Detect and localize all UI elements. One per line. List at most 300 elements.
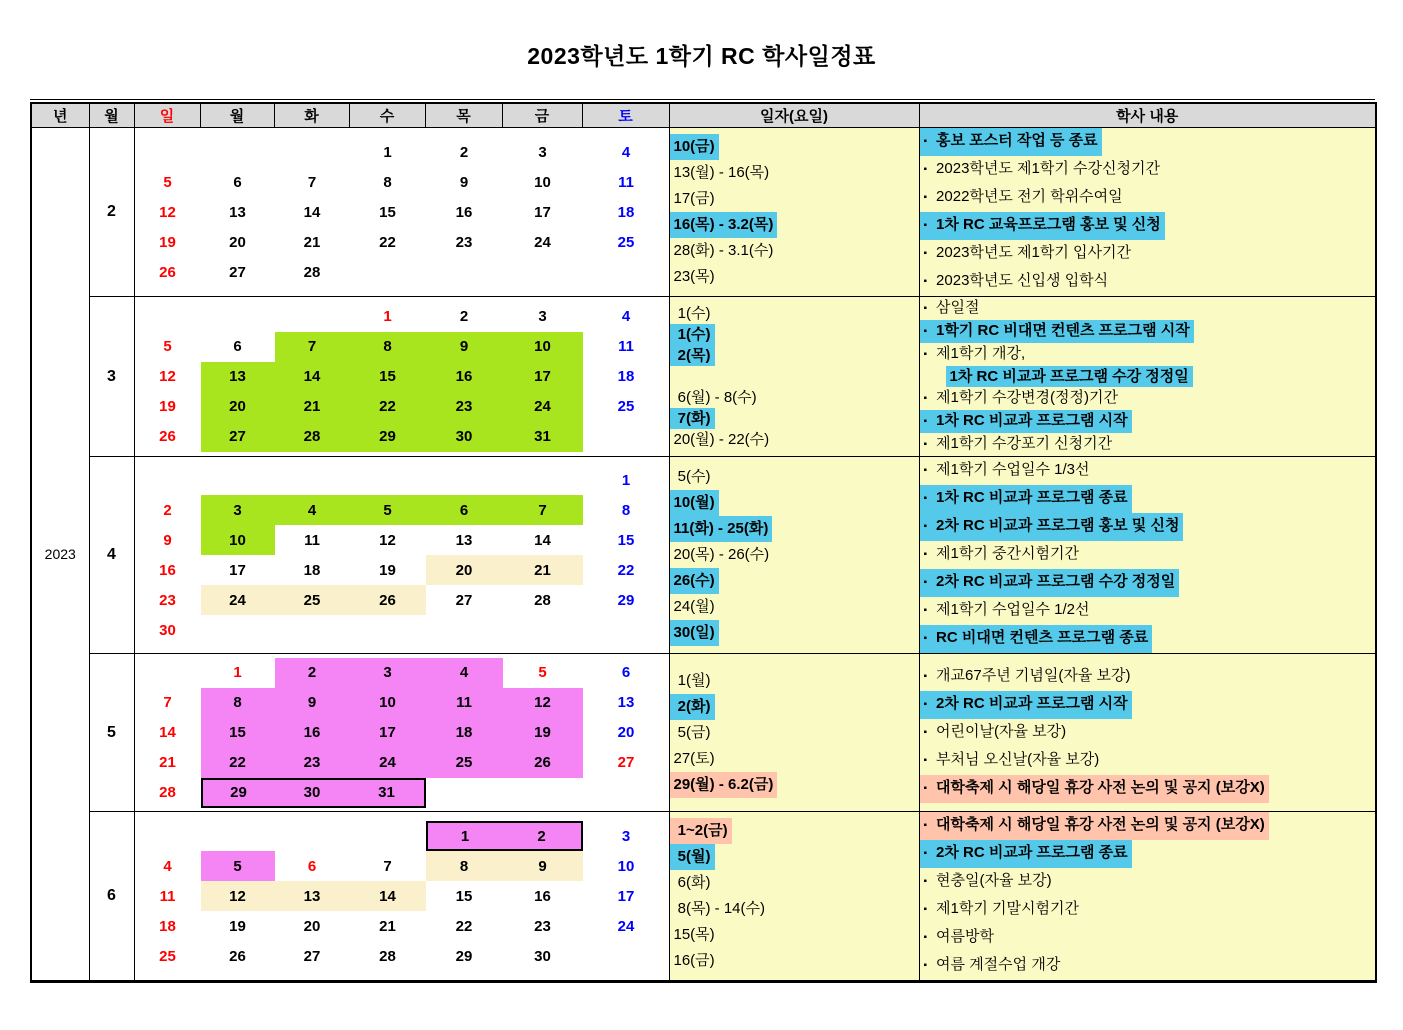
content-text: ▪ 2023학년도 신입생 입학식 <box>920 268 1113 296</box>
day-number: 10 <box>534 173 551 191</box>
day-cell <box>135 821 201 851</box>
day-number: 15 <box>379 203 396 221</box>
day-cell <box>583 257 670 287</box>
day-cell <box>275 227 350 257</box>
month-label: 3 <box>89 297 134 457</box>
date-text: 20(목) - 26(수) <box>673 546 770 563</box>
date-line <box>670 134 919 160</box>
items-cell <box>919 128 1376 297</box>
day-cell <box>503 392 583 422</box>
day-number: 28 <box>303 428 321 445</box>
day-number: 28 <box>303 263 321 281</box>
date-text: 6(월) - 8(수) <box>673 389 757 406</box>
day-number: 7 <box>307 338 317 355</box>
bullet-icon: ▪ <box>923 192 928 203</box>
bullet-icon: ▪ <box>923 220 928 231</box>
day-cell <box>350 362 426 392</box>
day-number: 22 <box>379 398 396 415</box>
content-text: ▪ 제1학기 중간시험기간 <box>920 541 1083 569</box>
day-number: 19 <box>379 561 396 579</box>
date-text: 10(금) <box>670 134 719 160</box>
day-cell <box>426 941 503 971</box>
day-cell <box>350 941 426 971</box>
header-day-wed: 수 <box>349 103 425 128</box>
day-cell <box>135 525 201 555</box>
date-text: 29(월) - 6.2(금) <box>670 772 778 798</box>
day-number: 29 <box>379 428 396 445</box>
content-line <box>920 240 1376 268</box>
content-text: ▪ 개교67주년 기념일(자율 보강) <box>920 663 1135 691</box>
content-line <box>920 513 1376 541</box>
day-cell <box>426 821 503 851</box>
day-cell <box>426 911 503 941</box>
bullet-icon: ▪ <box>923 549 928 560</box>
date-line <box>670 870 919 896</box>
day-cell <box>350 748 426 778</box>
day-cell <box>426 422 503 452</box>
day-cell <box>135 585 201 615</box>
content-text: 1차 RC 비교과 프로그램 수강 정정일 <box>946 366 1193 387</box>
day-number: 18 <box>159 917 176 935</box>
day-cell <box>583 422 670 452</box>
day-number: 7 <box>163 694 172 711</box>
day-cell <box>275 821 350 851</box>
day-cell <box>275 851 350 881</box>
day-cell <box>426 615 503 645</box>
schedule-table-wrap <box>30 99 1375 983</box>
day-cell <box>201 392 275 422</box>
items-cell <box>919 297 1376 457</box>
day-cell <box>201 585 275 615</box>
month-label: 2 <box>89 128 134 297</box>
day-cell <box>275 615 350 645</box>
day-cell <box>350 658 426 688</box>
content-text: ▪ 1차 RC 비교과 프로그램 시작 <box>920 410 1132 433</box>
day-cell <box>503 778 583 808</box>
day-number: 25 <box>617 398 635 415</box>
content-text: ▪ RC 비대면 컨텐츠 프로그램 종료 <box>920 625 1153 653</box>
day-number: 27 <box>229 428 246 445</box>
content-line <box>920 320 1376 343</box>
day-cell <box>583 941 670 971</box>
day-number: 16 <box>455 203 473 221</box>
day-number: 8 <box>233 694 242 711</box>
dates-cell <box>669 128 919 297</box>
day-number: 1 <box>383 143 392 161</box>
day-cell <box>275 748 350 778</box>
day-cell <box>201 362 275 392</box>
date-line <box>670 464 919 490</box>
day-number: 11 <box>304 531 320 549</box>
day-number: 26 <box>534 754 551 771</box>
day-number: 24 <box>379 754 396 771</box>
day-number: 1 <box>460 827 470 845</box>
day-number: 10 <box>534 338 551 355</box>
header-date-col: 일자(요일) <box>669 103 919 128</box>
day-cell <box>583 197 670 227</box>
date-line <box>670 324 919 345</box>
calendar-cell <box>134 654 669 812</box>
day-number: 17 <box>534 203 551 221</box>
date-line <box>670 694 919 720</box>
dates-cell <box>669 654 919 812</box>
calendar-cell <box>134 457 669 654</box>
day-number: 27 <box>455 591 473 609</box>
month-row-4 <box>31 457 1376 654</box>
day-cell <box>583 555 670 585</box>
month-label: 4 <box>89 457 134 654</box>
day-cell <box>503 821 583 851</box>
bullet-icon: ▪ <box>923 904 928 915</box>
day-cell <box>201 332 275 362</box>
date-text: 16(목) - 3.2(목) <box>670 212 778 238</box>
day-cell <box>275 332 350 362</box>
calendar-cell <box>134 297 669 457</box>
date-text: 23(목) <box>673 268 715 285</box>
day-cell <box>583 137 670 167</box>
day-cell <box>503 197 583 227</box>
date-line <box>670 844 919 870</box>
day-number: 8 <box>383 173 392 191</box>
date-text: 6(화) <box>673 874 711 891</box>
header-month: 월 <box>89 103 134 128</box>
day-number: 24 <box>229 591 246 609</box>
day-cell <box>135 688 201 718</box>
date-text: 5(월) <box>670 844 715 870</box>
month-label: 5 <box>89 654 134 812</box>
day-cell <box>275 718 350 748</box>
day-cell <box>583 615 670 645</box>
date-line <box>670 594 919 620</box>
date-text: 1~2(금) <box>670 818 732 844</box>
day-number: 7 <box>538 501 547 519</box>
day-number: 11 <box>456 694 472 711</box>
day-cell <box>426 392 503 422</box>
bullet-icon: ▪ <box>923 416 928 427</box>
date-line <box>670 922 919 948</box>
date-text: 2(화) <box>670 694 715 720</box>
day-cell <box>135 257 201 287</box>
content-text: ▪ 제1학기 수업일수 1/3선 <box>920 457 1094 485</box>
date-text: 2(목) <box>670 345 715 366</box>
date-text: 13(월) - 16(목) <box>673 164 770 181</box>
date-text: 7(화) <box>670 408 715 429</box>
day-number: 28 <box>159 784 176 801</box>
day-cell <box>503 257 583 287</box>
day-number: 16 <box>534 887 551 905</box>
content-line <box>920 775 1376 803</box>
content-line <box>920 812 1376 840</box>
bullet-icon: ▪ <box>923 754 928 766</box>
day-cell <box>503 555 583 585</box>
day-number: 22 <box>617 561 635 579</box>
day-cell <box>426 495 503 525</box>
content-line <box>920 184 1376 212</box>
day-number: 26 <box>379 591 396 609</box>
date-text: 10(월) <box>670 490 719 516</box>
day-cell <box>426 585 503 615</box>
calendar-cell <box>134 128 669 297</box>
day-number: 13 <box>303 887 321 905</box>
day-cell <box>201 197 275 227</box>
bullet-icon: ▪ <box>923 633 928 644</box>
day-cell <box>275 881 350 911</box>
day-number: 24 <box>617 917 635 935</box>
day-cell <box>583 911 670 941</box>
day-number: 5 <box>163 173 172 191</box>
day-cell <box>503 851 583 881</box>
date-text: 24(월) <box>673 598 715 615</box>
date-line <box>670 948 919 974</box>
day-cell <box>135 422 201 452</box>
day-cell <box>426 881 503 911</box>
day-cell <box>135 911 201 941</box>
day-cell <box>503 658 583 688</box>
day-cell <box>350 167 426 197</box>
day-cell <box>201 688 275 718</box>
content-line <box>920 952 1376 980</box>
day-number: 14 <box>379 887 396 905</box>
month-row-2 <box>31 128 1376 297</box>
items-cell <box>919 457 1376 654</box>
date-line <box>670 746 919 772</box>
day-cell <box>503 302 583 332</box>
day-cell <box>275 585 350 615</box>
day-cell <box>135 302 201 332</box>
day-cell <box>583 821 670 851</box>
day-number: 25 <box>617 233 635 251</box>
day-number: 13 <box>455 531 473 549</box>
date-line <box>670 429 919 450</box>
calendar-body <box>31 128 1376 982</box>
day-cell <box>275 495 350 525</box>
day-number: 11 <box>159 887 176 905</box>
day-cell <box>350 821 426 851</box>
day-cell <box>583 495 670 525</box>
date-line <box>670 387 919 408</box>
day-number: 6 <box>621 664 631 681</box>
bullet-icon: ▪ <box>923 303 928 314</box>
day-cell <box>503 585 583 615</box>
content-text: ▪ 홍보 포스터 작업 등 종료 <box>920 128 1102 156</box>
day-cell <box>135 197 201 227</box>
date-text: 1(수) <box>670 324 715 345</box>
day-number: 12 <box>534 694 551 711</box>
date-line <box>670 408 919 429</box>
day-cell <box>583 227 670 257</box>
day-cell <box>275 778 350 808</box>
content-text: ▪ 2차 RC 비교과 프로그램 시작 <box>920 691 1132 719</box>
day-number: 2 <box>163 501 172 519</box>
day-cell <box>426 658 503 688</box>
day-cell <box>201 302 275 332</box>
day-number: 12 <box>159 203 176 221</box>
day-number: 23 <box>455 233 473 251</box>
day-cell <box>350 718 426 748</box>
month-label: 6 <box>89 812 134 982</box>
date-text: 26(수) <box>670 568 719 594</box>
day-number: 28 <box>379 947 396 965</box>
content-text: ▪ 제1학기 수강변경(정정)기간 <box>920 387 1122 410</box>
day-cell <box>350 392 426 422</box>
date-text: 30(일) <box>670 620 719 646</box>
content-text: ▪ 대학축제 시 해당일 휴강 사전 논의 및 공지 (보강X) <box>920 775 1269 803</box>
day-number: 27 <box>617 754 635 771</box>
day-cell <box>350 851 426 881</box>
day-cell <box>275 167 350 197</box>
date-line <box>670 212 919 238</box>
date-line <box>670 366 919 387</box>
day-number: 4 <box>621 143 631 161</box>
date-text: 20(월) - 22(수) <box>673 431 770 448</box>
day-number: 14 <box>303 368 321 385</box>
content-text: ▪ 2차 RC 비교과 프로그램 수강 정정일 <box>920 569 1180 597</box>
day-number: 2 <box>459 308 469 325</box>
date-line <box>670 160 919 186</box>
schedule-table <box>30 102 1377 983</box>
date-text: 28(화) - 3.1(수) <box>673 242 774 259</box>
day-number: 21 <box>534 561 551 579</box>
items-cell <box>919 812 1376 982</box>
day-number: 30 <box>303 784 321 801</box>
day-cell <box>350 465 426 495</box>
day-number: 4 <box>621 308 631 325</box>
day-cell <box>350 585 426 615</box>
month-row-6 <box>31 812 1376 982</box>
bullet-icon: ▪ <box>923 521 928 532</box>
day-number: 23 <box>303 754 321 771</box>
day-cell <box>503 495 583 525</box>
day-number: 21 <box>303 398 321 415</box>
bullet-icon: ▪ <box>923 164 928 175</box>
calendar-grid <box>135 658 670 808</box>
day-cell <box>201 881 275 911</box>
day-number: 9 <box>459 173 469 191</box>
day-cell <box>503 422 583 452</box>
day-number: 12 <box>159 368 176 385</box>
day-number: 21 <box>379 917 396 935</box>
content-line <box>920 297 1376 320</box>
day-cell <box>426 227 503 257</box>
bullet-icon: ▪ <box>923 136 928 147</box>
day-number: 24 <box>534 398 551 415</box>
day-cell <box>583 585 670 615</box>
day-number: 24 <box>534 233 551 251</box>
day-cell <box>503 137 583 167</box>
day-cell <box>503 941 583 971</box>
content-text: ▪ 현충일(자율 보강) <box>920 868 1056 896</box>
day-number: 25 <box>303 591 321 609</box>
day-number: 27 <box>303 947 321 965</box>
bullet-icon: ▪ <box>923 465 928 476</box>
day-cell <box>350 555 426 585</box>
bullet-icon: ▪ <box>923 393 928 404</box>
day-cell <box>503 227 583 257</box>
day-number: 30 <box>159 621 176 639</box>
day-number: 25 <box>455 754 473 771</box>
day-cell <box>426 332 503 362</box>
bullet-icon: ▪ <box>923 820 928 831</box>
day-number: 10 <box>379 694 396 711</box>
day-cell <box>275 422 350 452</box>
date-line <box>670 303 919 324</box>
day-number: 4 <box>163 857 172 875</box>
day-cell <box>135 227 201 257</box>
content-text: ▪ 1학기 RC 비대면 컨텐츠 프로그램 시작 <box>920 320 1194 343</box>
content-text: ▪ 1차 RC 비교과 프로그램 종료 <box>920 485 1132 513</box>
content-line <box>920 541 1376 569</box>
day-cell <box>583 688 670 718</box>
bullet-icon: ▪ <box>923 960 928 971</box>
header-day-fri: 금 <box>502 103 582 128</box>
content-line <box>946 366 1376 387</box>
day-cell <box>583 332 670 362</box>
bullet-icon: ▪ <box>923 848 928 859</box>
day-cell <box>583 362 670 392</box>
date-text: 1(월) <box>673 671 711 689</box>
day-cell <box>275 941 350 971</box>
date-line <box>670 818 919 844</box>
items-cell <box>919 654 1376 812</box>
date-line <box>670 490 919 516</box>
day-cell <box>426 257 503 287</box>
day-number: 14 <box>303 203 321 221</box>
day-number: 8 <box>459 857 469 875</box>
day-number: 5 <box>383 501 392 519</box>
day-cell <box>135 332 201 362</box>
day-number: 3 <box>538 308 547 325</box>
content-line <box>920 433 1376 456</box>
content-text: ▪ 2022학년도 전기 학위수여일 <box>920 184 1127 212</box>
day-cell <box>503 881 583 911</box>
day-cell <box>426 851 503 881</box>
day-number: 21 <box>159 754 176 771</box>
day-number: 18 <box>303 561 321 579</box>
calendar-grid <box>135 302 670 452</box>
day-cell <box>583 525 670 555</box>
content-line <box>920 212 1376 240</box>
day-number: 8 <box>621 501 631 519</box>
date-line <box>670 772 919 798</box>
day-number: 22 <box>379 233 396 251</box>
day-cell <box>135 718 201 748</box>
day-number: 15 <box>455 887 473 905</box>
content-line <box>920 840 1376 868</box>
day-number: 26 <box>229 947 246 965</box>
day-cell <box>275 658 350 688</box>
content-line <box>920 485 1376 513</box>
day-cell <box>350 881 426 911</box>
day-number: 20 <box>229 233 246 251</box>
bullet-icon: ▪ <box>923 276 928 287</box>
day-number: 22 <box>229 754 246 771</box>
calendar-grid <box>135 137 670 287</box>
day-cell <box>350 495 426 525</box>
bullet-icon: ▪ <box>923 493 928 504</box>
day-number: 2 <box>537 827 546 845</box>
day-number: 5 <box>233 857 242 875</box>
date-text: 17(금) <box>673 190 715 207</box>
day-cell <box>426 688 503 718</box>
day-number: 18 <box>617 368 635 385</box>
day-number: 9 <box>163 531 172 549</box>
day-cell <box>350 332 426 362</box>
dates-cell <box>669 457 919 654</box>
content-line <box>920 128 1376 156</box>
day-number: 20 <box>455 561 473 579</box>
day-number: 26 <box>159 263 176 281</box>
day-cell <box>135 495 201 525</box>
